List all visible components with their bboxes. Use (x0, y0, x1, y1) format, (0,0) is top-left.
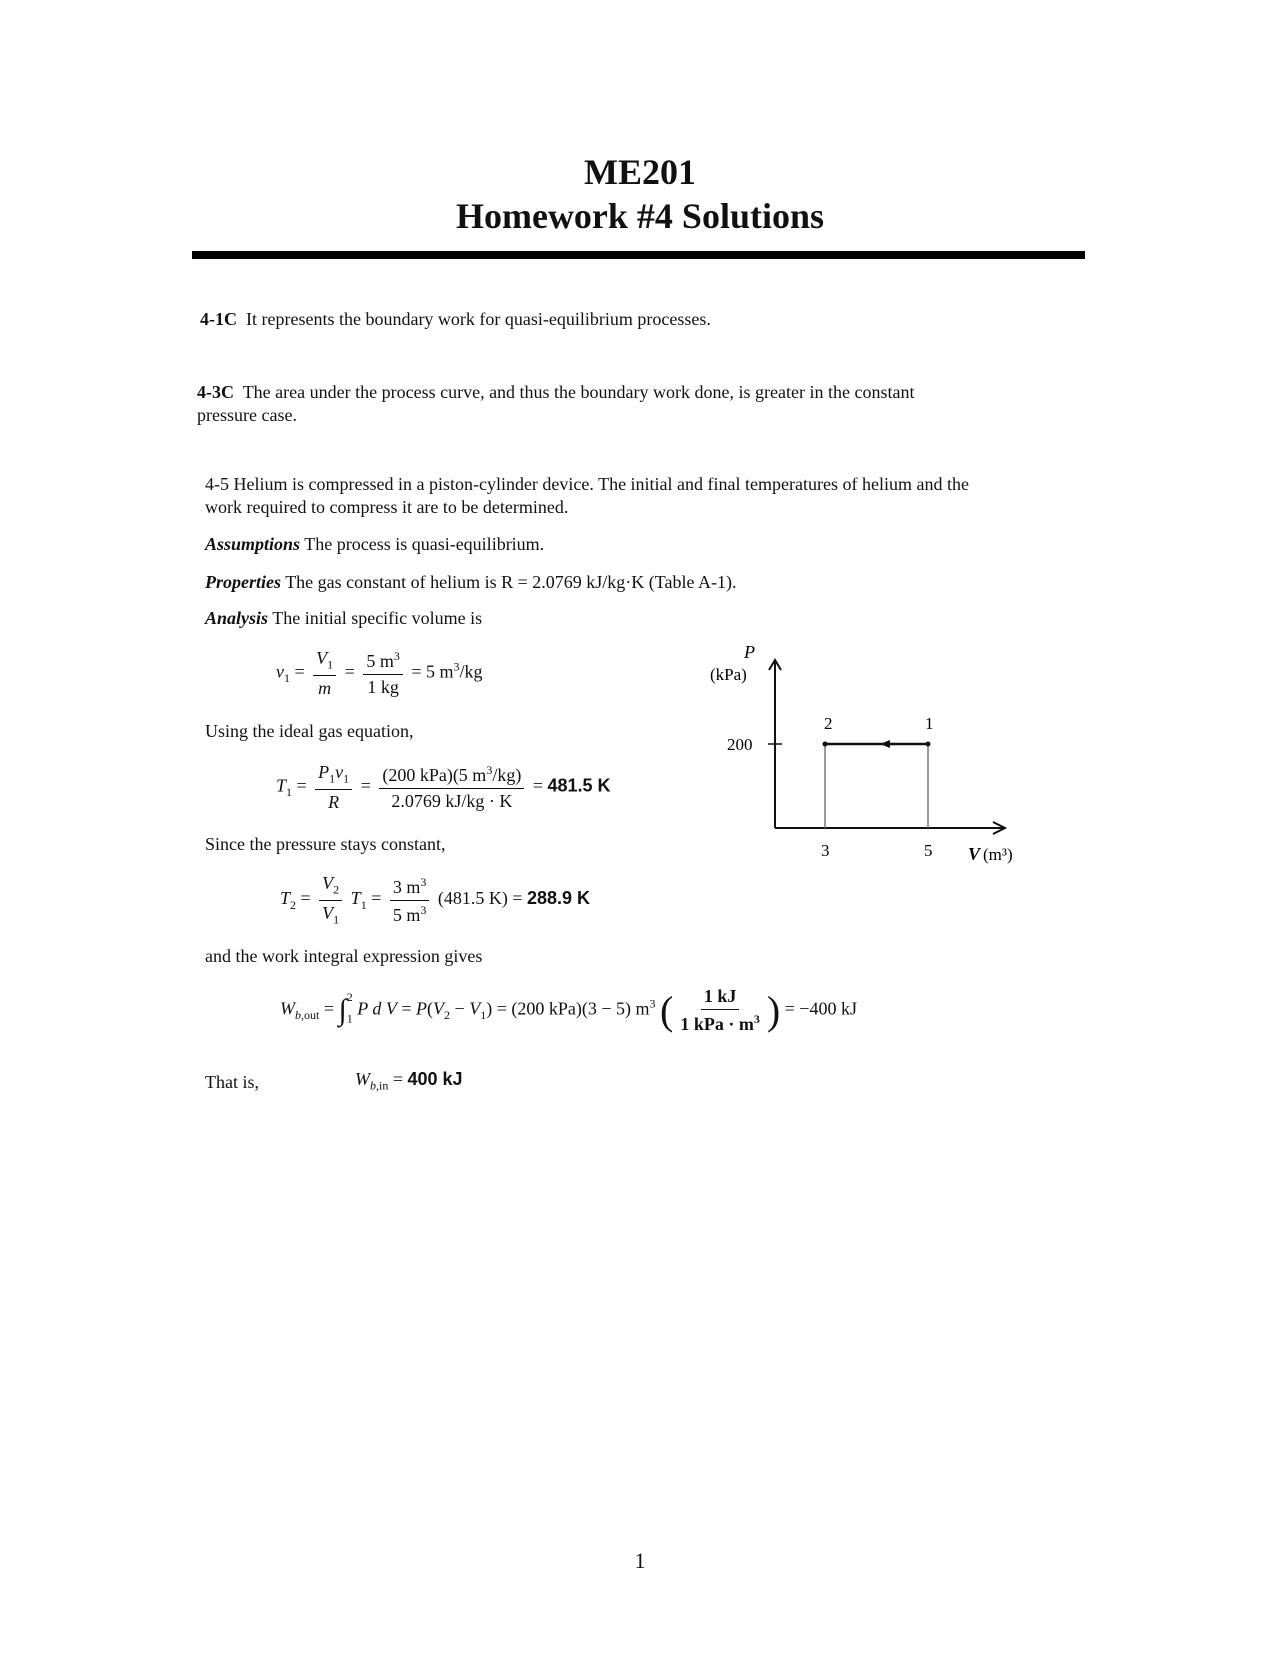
problem-4-3c (197, 381, 914, 404)
work-in-result: 400 kJ (407, 1069, 463, 1089)
page-number: 1 (634, 1548, 646, 1573)
problem-text-line1: The area under the process curve, and thus the boundary work done, is greater in the constant (242, 382, 915, 402)
that-is-text: That is, (205, 1072, 259, 1092)
t2-result: 288.9 K (527, 888, 591, 909)
equation-work: $W_{b,out} = \int_1^2$ P d $V = P(V_2 - V_1) = (200$ kPa)(3 − 5) $m^3$ ( $\frac{1 kJ}{1 kPa \cdot m^3}$ ) = −400 kJ (280, 986, 857, 1034)
course-title: ME201 (584, 152, 696, 192)
x-axis-unit: (m³) (983, 845, 1013, 864)
problem-4-1c (200, 308, 711, 331)
state-label-2: 2 (824, 714, 833, 733)
state-point-2 (823, 742, 828, 747)
problem-number: 4-1C (200, 309, 237, 329)
assumptions (205, 533, 544, 556)
y-tick-label: 200 (727, 735, 753, 754)
y-axis-label: P (744, 642, 755, 662)
equation-work-in: $W_{b,in} = 400$ kJ (355, 1069, 463, 1093)
equation-t2: $T_2$ = $\frac{V_2}{V_1}$ $T_1$ = $\frac{3 m^3}{5 m^3}$ (481.5 K) = 288.9 K (280, 873, 591, 927)
y-axis-unit: (kPa) (710, 665, 747, 684)
problem-4-5-intro-line1: 4-5 Helium is compressed in a piston-cylinder device. The initial and final temperatures of helium and the (205, 474, 969, 494)
state-point-1 (926, 742, 931, 747)
properties (205, 571, 737, 594)
x-axis-label: V (968, 844, 981, 864)
properties-text: The gas constant of helium is R = 2.0769 kJ/kg·K (Table A-1). (285, 572, 737, 592)
problem-number: 4-3C (197, 382, 234, 402)
state-label-1: 1 (925, 714, 934, 733)
analysis (205, 607, 482, 630)
work-integral-text: and the work integral expression gives (205, 946, 483, 966)
equation-specific-volume: $v_1$ = $\frac{V_1}{m}$ = $\frac{5 m^3}{1 kg}$ = 5 $m^3/kg$ (276, 648, 483, 698)
assumptions-label: Assumptions (205, 534, 301, 554)
t1-result: 481.5 K (547, 775, 611, 796)
properties-label: Properties (205, 572, 281, 592)
page-title: Homework #4 Solutions (455, 196, 825, 236)
analysis-text: The initial specific volume is (272, 608, 483, 628)
process-arrow (880, 740, 890, 748)
x-tick-label-5: 5 (924, 841, 933, 860)
problem-text-line2: pressure case. (197, 405, 297, 425)
ideal-gas-text: Using the ideal gas equation, (205, 721, 414, 741)
problem-4-5-intro-line2: work required to compress it are to be determined. (205, 497, 569, 517)
equation-t1: $T_1$ = $\frac{P_1v_1}{R}$ = $\frac{(200 kPa)(5 m^3/kg)}{2.0769 kJ/kg \cdot K}$ = 481.5 K (276, 762, 611, 812)
assumptions-text: The process is quasi-equilibrium. (304, 534, 545, 554)
work-out-value: = −400 kJ (784, 998, 857, 1019)
analysis-label: Analysis (205, 608, 269, 628)
title-divider (192, 251, 1085, 259)
pv-diagram (700, 640, 1040, 880)
x-tick-label-3: 3 (821, 841, 830, 860)
problem-text: It represents the boundary work for quasi-equilibrium processes. (246, 309, 711, 329)
const-pressure-text: Since the pressure stays constant, (205, 834, 446, 854)
